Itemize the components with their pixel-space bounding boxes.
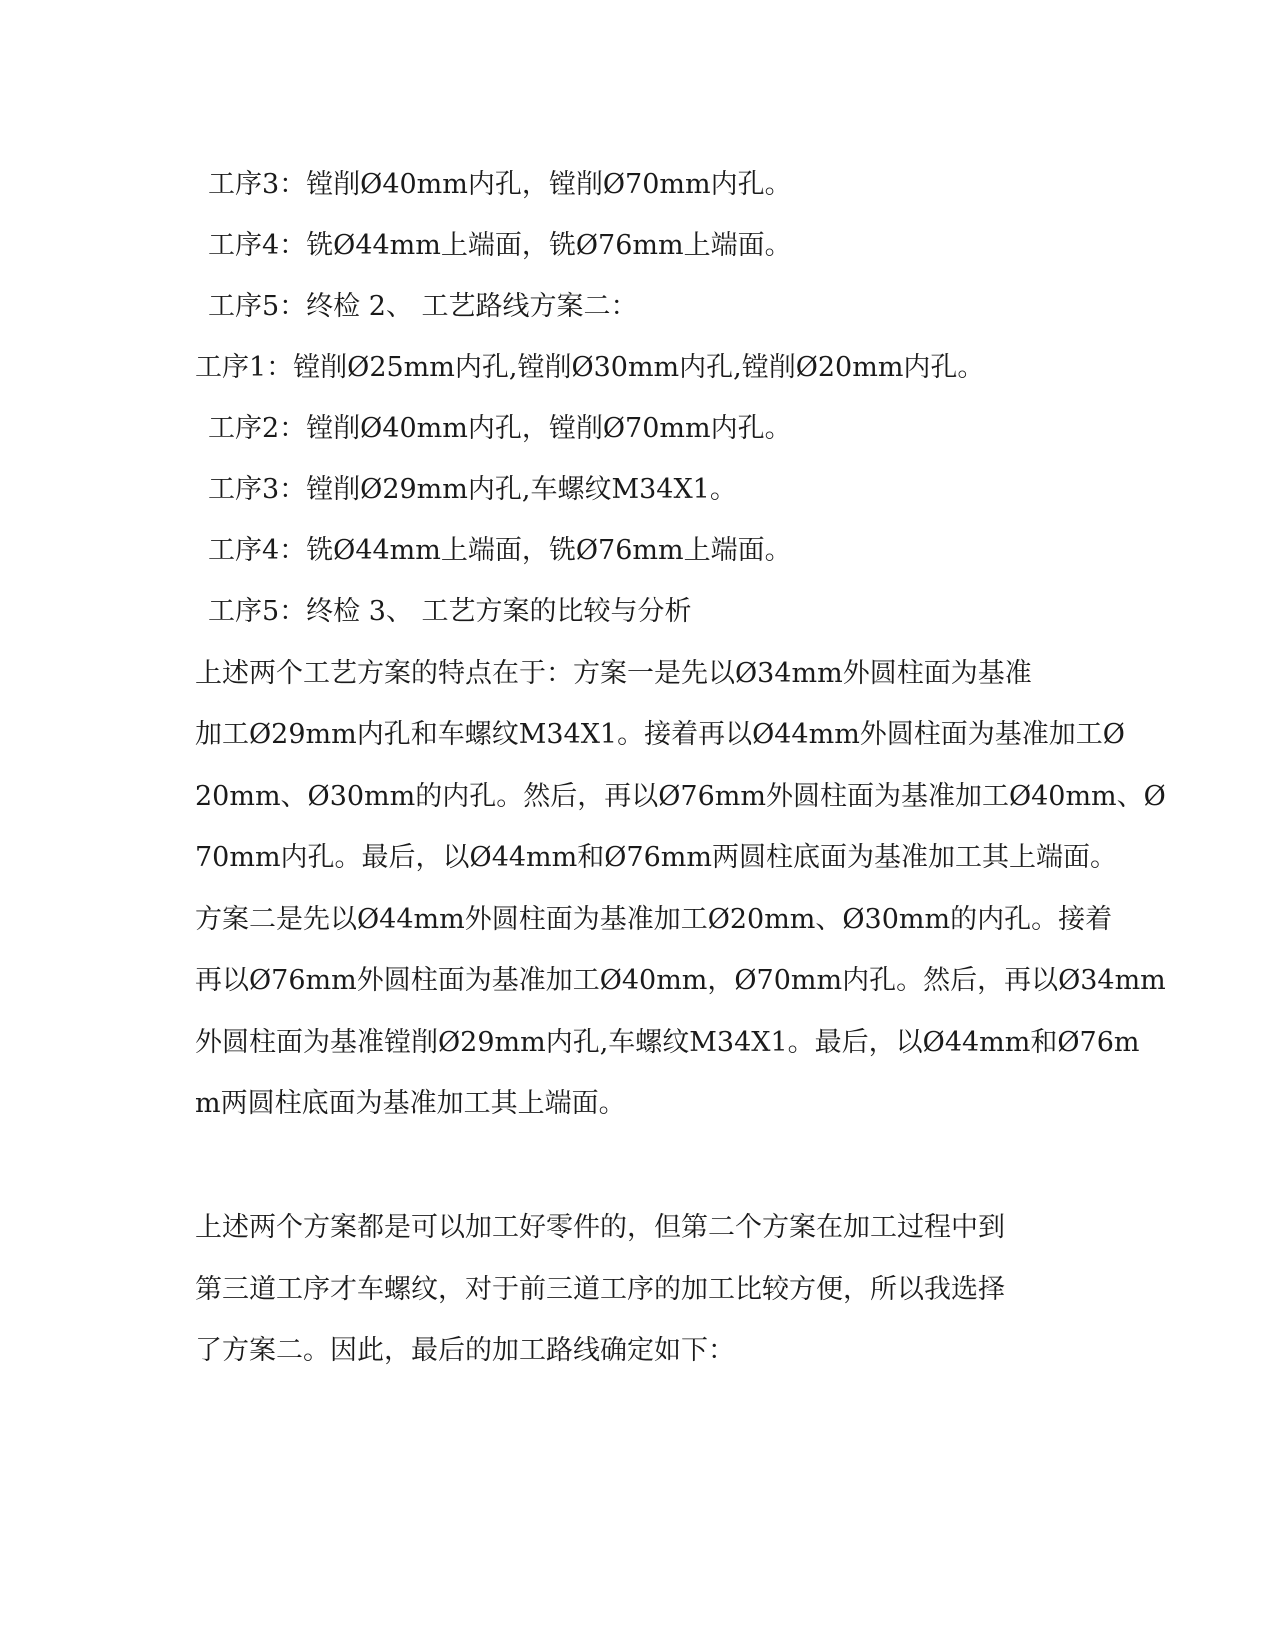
process-step-1-scheme-2: 工序1：镗削Ø25mm内孔,镗削Ø30mm内孔,镗削Ø20mm内孔。 <box>195 352 985 383</box>
process-step-5-scheme-1: 工序5：终检 2、 工艺路线方案二： <box>208 291 638 322</box>
conclusion-paragraph-line: 第三道工序才车螺纹，对于前三道工序的加工比较方便，所以我选择 <box>195 1274 1005 1305</box>
process-step-3-scheme-2: 工序3：镗削Ø29mm内孔,车螺纹M34X1。 <box>208 474 737 505</box>
comparison-paragraph-line: 70mm内孔。最后，以Ø44mm和Ø76mm两圆柱底面为基准加工其上端面。 <box>195 842 1117 873</box>
process-step-2-scheme-2: 工序2：镗削Ø40mm内孔，镗削Ø70mm内孔。 <box>208 413 792 444</box>
comparison-paragraph-line: 加工Ø29mm内孔和车螺纹M34X1。接着再以Ø44mm外圆柱面为基准加工Ø <box>195 719 1125 750</box>
conclusion-paragraph-line: 上述两个方案都是可以加工好零件的，但第二个方案在加工过程中到 <box>195 1212 1005 1243</box>
comparison-paragraph-line: 再以Ø76mm外圆柱面为基准加工Ø40mm，Ø70mm内孔。然后，再以Ø34mm <box>195 965 1166 996</box>
process-step-5-scheme-2: 工序5：终检 3、 工艺方案的比较与分析 <box>208 596 692 627</box>
process-step-3-scheme-1: 工序3：镗削Ø40mm内孔，镗削Ø70mm内孔。 <box>208 169 792 200</box>
comparison-paragraph-line: 方案二是先以Ø44mm外圆柱面为基准加工Ø20mm、Ø30mm的内孔。接着 <box>195 904 1113 935</box>
comparison-paragraph-line: 上述两个工艺方案的特点在于：方案一是先以Ø34mm外圆柱面为基准 <box>195 658 1032 689</box>
comparison-paragraph-line: m两圆柱底面为基准加工其上端面。 <box>195 1088 626 1119</box>
conclusion-paragraph-line: 了方案二。因此，最后的加工路线确定如下： <box>195 1335 735 1366</box>
comparison-paragraph-line: 20mm、Ø30mm的内孔。然后，再以Ø76mm外圆柱面为基准加工Ø40mm、Ø <box>195 781 1166 812</box>
process-step-4-scheme-1: 工序4：铣Ø44mm上端面，铣Ø76mm上端面。 <box>208 230 792 261</box>
comparison-paragraph-line: 外圆柱面为基准镗削Ø29mm内孔,车螺纹M34X1。最后，以Ø44mm和Ø76m <box>195 1027 1140 1058</box>
process-step-4-scheme-2: 工序4：铣Ø44mm上端面，铣Ø76mm上端面。 <box>208 535 792 566</box>
